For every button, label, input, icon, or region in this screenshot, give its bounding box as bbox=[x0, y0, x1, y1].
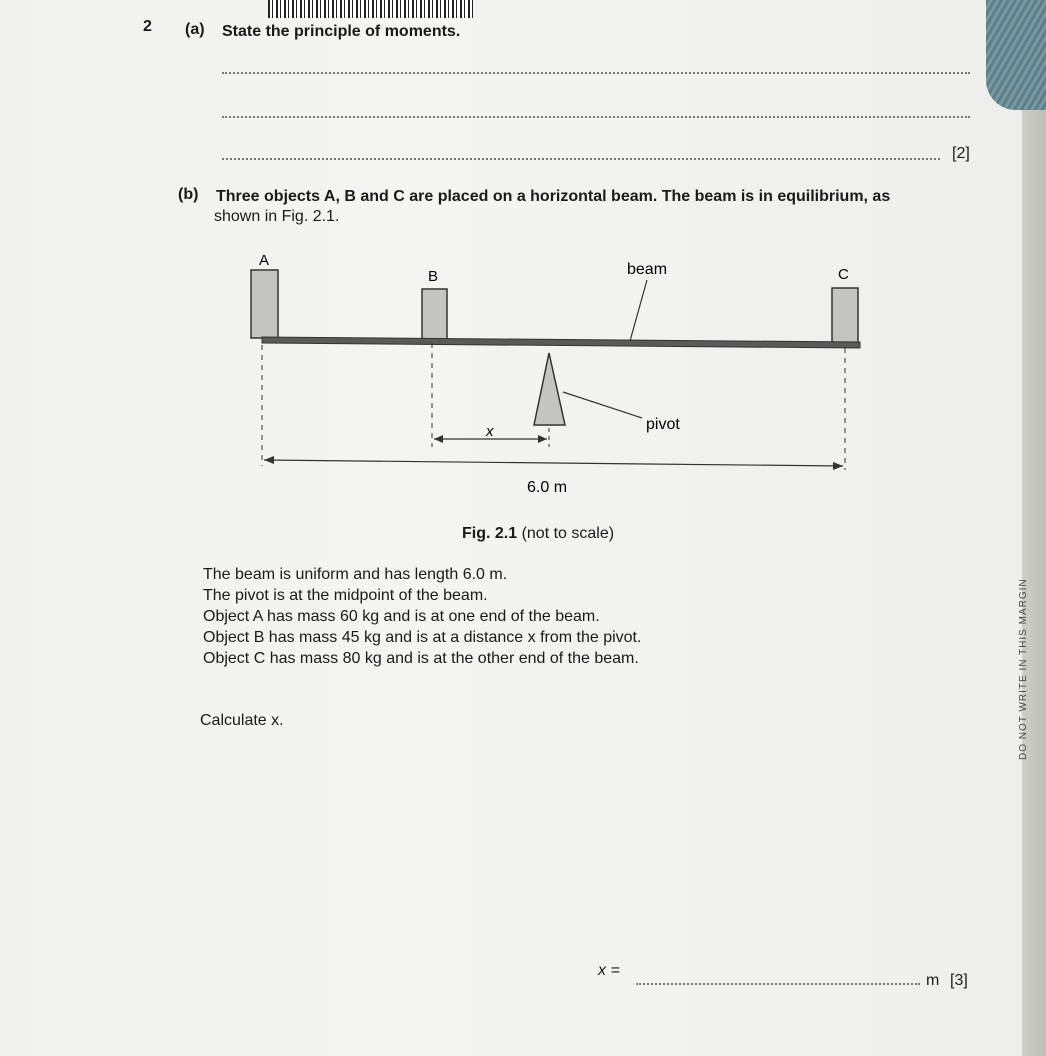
part-a-label: (a) bbox=[185, 21, 205, 38]
answer-input-line[interactable] bbox=[636, 983, 920, 985]
length-arrow bbox=[264, 460, 843, 466]
figure-caption bbox=[462, 525, 614, 543]
answer-marks: [3] bbox=[950, 972, 968, 989]
beam-leader bbox=[630, 280, 647, 341]
part-b-intro-line2: shown in Fig. 2.1. bbox=[214, 208, 340, 225]
answer-prefix: x = bbox=[598, 962, 620, 979]
info-block bbox=[203, 564, 641, 669]
label-beam: beam bbox=[627, 261, 668, 278]
label-x: x bbox=[486, 423, 494, 440]
part-b-label: (b) bbox=[178, 186, 199, 203]
info-line: Object C has mass 80 kg and is at the other end of the beam. bbox=[203, 650, 639, 667]
label-b: B bbox=[428, 268, 439, 285]
task-text: Calculate x. bbox=[200, 712, 284, 729]
label-c: C bbox=[838, 266, 849, 283]
label-a: A bbox=[259, 252, 270, 269]
object-a bbox=[251, 270, 278, 338]
object-c bbox=[832, 288, 858, 343]
caption-bold: Fig. 2.1 bbox=[462, 525, 518, 542]
beam bbox=[262, 337, 860, 348]
pivot bbox=[534, 353, 565, 425]
answer-unit: m bbox=[926, 972, 940, 989]
part-b-intro-line1: Three objects A, B and C are placed on a horizontal beam. The beam is in equilibrium, as bbox=[216, 188, 891, 205]
object-b bbox=[422, 289, 447, 340]
margin-warning: DO NOT WRITE IN THIS MARGIN bbox=[1018, 578, 1029, 760]
info-line: The pivot is at the midpoint of the beam. bbox=[203, 587, 488, 604]
part-a-question: State the principle of moments. bbox=[222, 23, 461, 40]
question-number: 2 bbox=[143, 18, 152, 35]
part-a-marks: [2] bbox=[952, 145, 970, 162]
pivot-leader bbox=[563, 392, 642, 418]
label-pivot: pivot bbox=[646, 416, 680, 433]
caption-rest: (not to scale) bbox=[517, 525, 615, 542]
label-length: 6.0 m bbox=[527, 479, 568, 496]
info-line: Object A has mass 60 kg and is at one end of the beam. bbox=[203, 608, 600, 625]
info-line: Object B has mass 45 kg and is at a distance x from the pivot. bbox=[203, 629, 642, 646]
info-line: The beam is uniform and has length 6.0 m. bbox=[203, 566, 508, 583]
